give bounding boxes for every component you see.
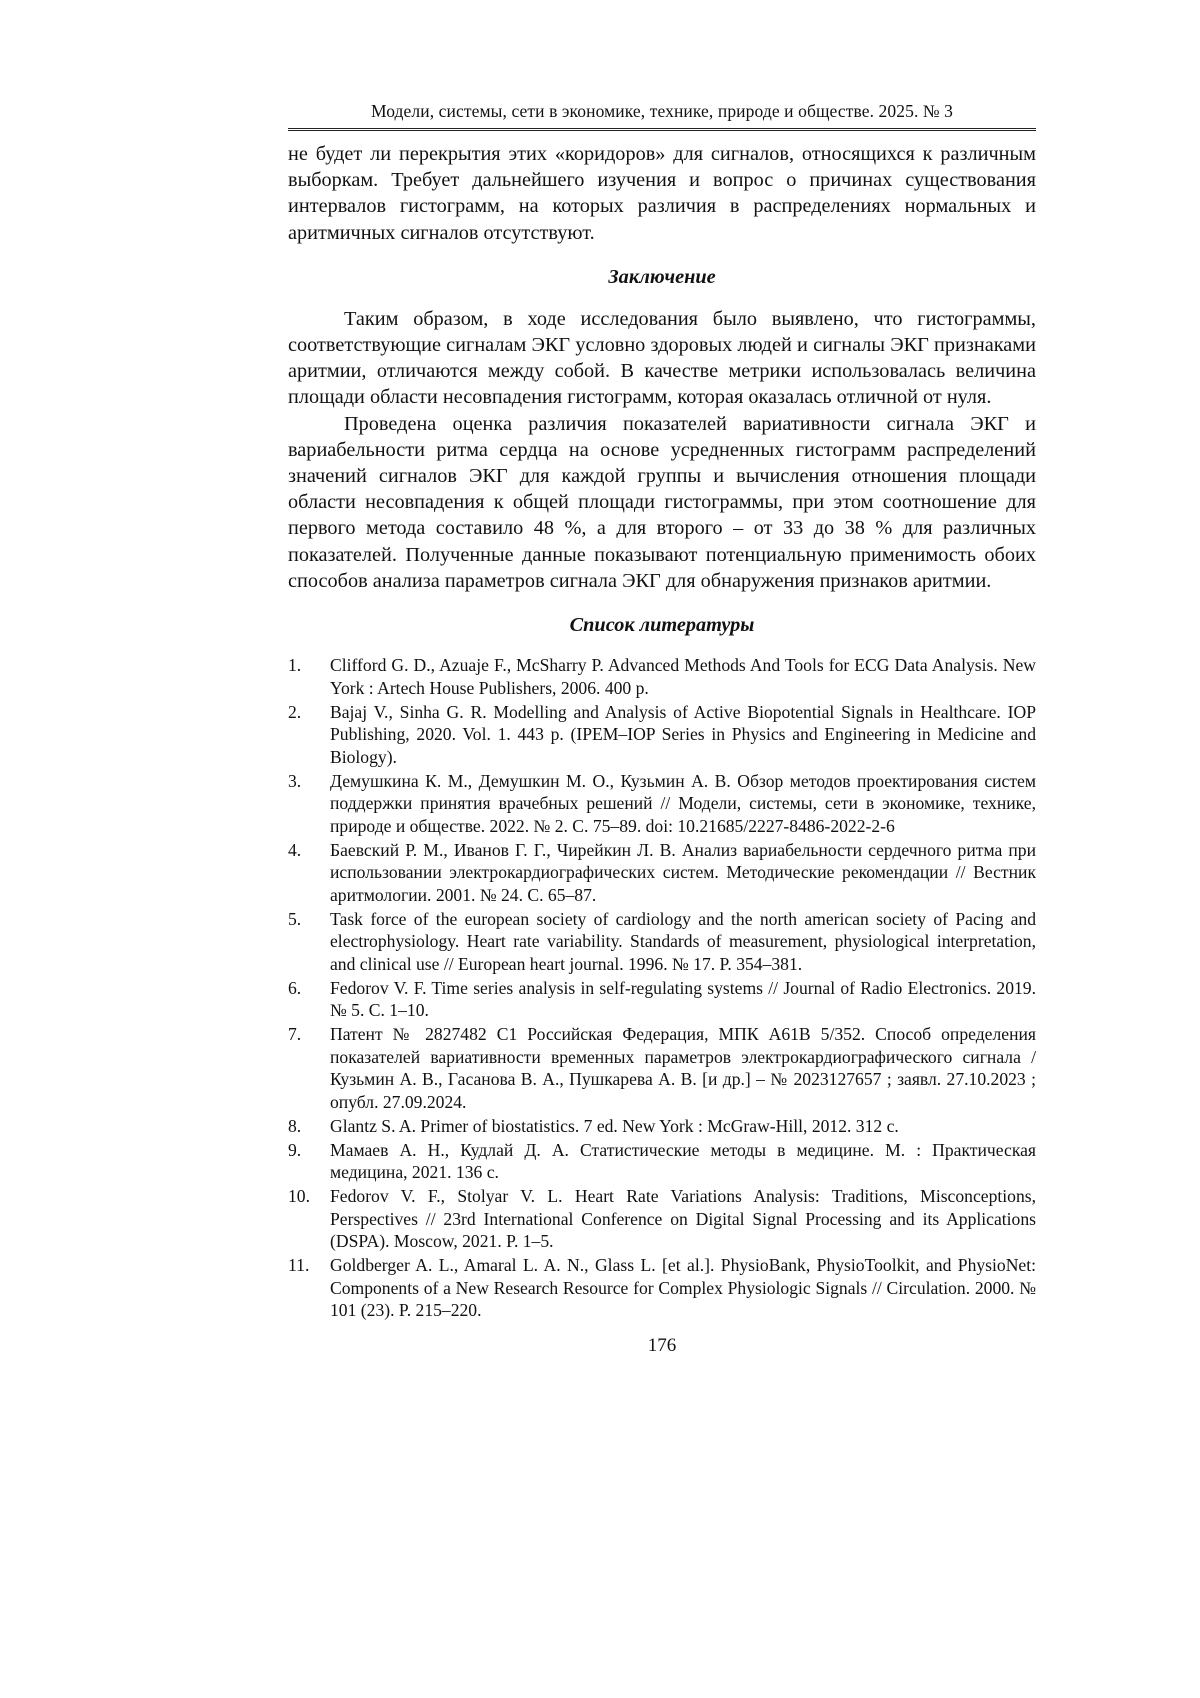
reference-item	[288, 770, 1036, 838]
reference-text: Clifford G. D., Azuaje F., McSharry P. Advanced Methods And Tools for ECG Data Analysis. New York : Artech House Publishers, 2006. 400 p.	[330, 655, 1036, 698]
reference-text: Goldberger A. L., Amaral L. A. N., Glass L. [et al.]. PhysioBank, PhysioToolkit, and PhysioNet: Components of a New Research Resource for Complex Physiologic Signals // Circulation. 2000. № 101 (23). P. 215–220.	[330, 1255, 1036, 1321]
reference-item	[288, 1185, 1036, 1253]
intro-paragraph: не будет ли перекрытия этих «коридоров» для сигналов, относящихся к различным выборкам. Требует дальнейшего изучения и вопрос о причинах существования интервалов гистограмм, на которых различия в распределениях нормальных и аритмичных сигналов отсутствуют.	[288, 143, 1036, 244]
reference-text: Демушкина К. М., Демушкин М. О., Кузьмин А. В. Обзор методов проектирования систем поддержки принятия врачебных решений // Модели, системы, сети в экономике, технике, природе и обществе. 2022. № 2. С. 75–89. doi: 10.21685/2227-8486-2022-2-6	[330, 770, 1036, 836]
reference-item	[288, 1254, 1036, 1322]
reference-number: 3.	[288, 770, 302, 791]
reference-item	[288, 908, 1036, 976]
reference-text: Task force of the european society of cardiology and the north american society of Pacing and electrophysiology. Heart rate variability. Standards of measurement, physiological interpretation, and clinical use // European heart journal. 1996. № 17. P. 354–381.	[330, 908, 1036, 974]
reference-text: Мамаев А. Н., Кудлай Д. А. Статистические методы в медицине. М. : Практическая медицина, 2021. 136 с.	[330, 1139, 1036, 1183]
conclusion-title: Заключение	[608, 265, 716, 288]
reference-number: 1.	[288, 655, 302, 676]
reference-number: 8.	[288, 1115, 302, 1136]
reference-item	[288, 701, 1036, 769]
page-number: 176	[647, 1334, 677, 1356]
reference-number: 7.	[288, 1024, 302, 1045]
references-list	[288, 654, 1036, 1322]
reference-number: 10.	[288, 1186, 310, 1207]
journal-page	[288, 100, 1036, 1358]
reference-item	[288, 1115, 1036, 1138]
reference-text: Fedorov V. F., Stolyar V. L. Heart Rate Variations Analysis: Traditions, Misconceptions, Perspectives // 23rd International Conference on Digital Signal Processing and its Applications (DSPA). Moscow, 2021. P. 1–5.	[330, 1186, 1036, 1252]
reference-text: Баевский Р. М., Иванов Г. Г., Чирейкин Л. В. Анализ вариабельности сердечного ритма при использовании электрокардиографических систем. Методические рекомендации // Вестник аритмологии. 2001. № 24. С. 65–87.	[330, 839, 1036, 905]
references-title: Список литературы	[569, 614, 755, 637]
reference-text: Bajaj V., Sinha G. R. Modelling and Analysis of Active Biopotential Signals in Healthcare. IOP Publishing, 2020. Vol. 1. 443 p. (IPEM–IOP Series in Physics and Engineering in Medicine and Biology).	[330, 701, 1036, 767]
conclusion-paragraph-1: Таким образом, в ходе исследования было выявлено, что гистограммы, соответствующие сигналам ЭКГ условно здоровых людей и сигналы ЭКГ признаками аритмии, отличаются между собой. В качестве метрики использовалась величина площади области несовпадения гистограмм, которая оказалась отличной от нуля.	[288, 307, 1036, 409]
reference-item	[288, 977, 1036, 1022]
reference-item	[288, 1023, 1036, 1113]
reference-text: Fedorov V. F. Time series analysis in self-regulating systems // Journal of Radio Electronics. 2019. № 5. С. 1–10.	[330, 977, 1036, 1021]
running-head: Модели, системы, сети в экономике, технике, природе и обществе. 2025. № 3	[288, 100, 1036, 131]
reference-item	[288, 1139, 1036, 1184]
reference-number: 4.	[288, 839, 302, 860]
reference-text: Патент № 2827482 С1 Российская Федерация, МПК A61B 5/352. Способ определения показателей вариативности временных параметров электрокардиографического сигнала / Кузьмин А. В., Гасанова В. А., Пушкарева А. В. [и др.] – № 2023127657 ; заявл. 27.10.2023 ; опубл. 27.09.2024.	[330, 1024, 1036, 1112]
reference-item	[288, 654, 1036, 699]
reference-item	[288, 839, 1036, 907]
reference-text: Glantz S. A. Primer of biostatistics. 7 ed. New York : McGraw-Hill, 2012. 312 c.	[330, 1115, 899, 1136]
reference-number: 2.	[288, 701, 302, 722]
conclusion-paragraph-2: Проведена оценка различия показателей вариативности сигнала ЭКГ и вариабельности ритма сердца на основе усредненных гистограмм распределений значений сигналов ЭКГ для каждой группы и вычисления отношения площади области несовпадения к общей площади гистограммы, при этом соотношение для первого метода составило 48 %, а для второго – от 33 до 38 % для различных показателей. Полученные данные показывают потенциальную применимость обоих способов анализа параметров сигнала ЭКГ для обнаружения признаков аритмии.	[288, 412, 1036, 592]
reference-number: 11.	[288, 1255, 310, 1276]
reference-number: 6.	[288, 977, 302, 998]
reference-number: 5.	[288, 908, 302, 929]
reference-number: 9.	[288, 1139, 302, 1160]
